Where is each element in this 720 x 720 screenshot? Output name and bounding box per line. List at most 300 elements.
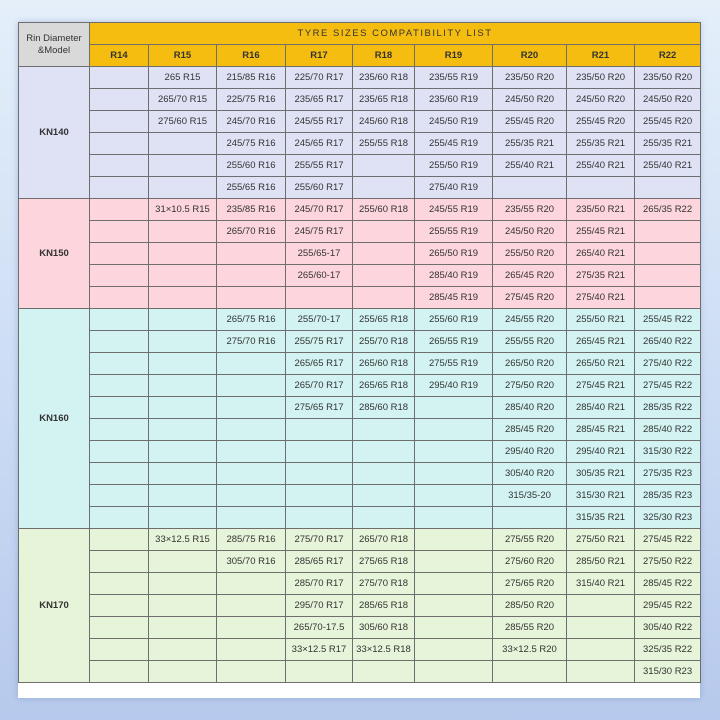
table-cell [415, 617, 493, 639]
table-cell [635, 265, 701, 287]
table-cell [149, 595, 217, 617]
table-cell [149, 463, 217, 485]
table-cell [217, 243, 286, 265]
table-cell [217, 375, 286, 397]
table-cell: 255/35 R21 [493, 133, 567, 155]
table-cell: 255/40 R21 [635, 155, 701, 177]
table-cell: 255/55 R20 [493, 331, 567, 353]
table-cell [149, 639, 217, 661]
table-cell: 255/45 R20 [567, 111, 635, 133]
table-cell: 315/30 R21 [567, 485, 635, 507]
table-row [19, 243, 701, 265]
table-cell [415, 397, 493, 419]
table-cell: 275/45 R20 [493, 287, 567, 309]
table-cell [90, 397, 149, 419]
table-cell: 245/55 R19 [415, 199, 493, 221]
table-row [19, 309, 701, 331]
table-cell [567, 617, 635, 639]
table-cell: 285/75 R16 [217, 529, 286, 551]
table-cell [90, 265, 149, 287]
table-cell [90, 111, 149, 133]
table-row [19, 111, 701, 133]
table-cell: 275/60 R15 [149, 111, 217, 133]
table-cell: 255/40 R21 [567, 155, 635, 177]
table-cell: 255/65-17 [286, 243, 353, 265]
table-cell [635, 243, 701, 265]
table-cell: 285/45 R20 [493, 419, 567, 441]
title-row [19, 23, 701, 45]
table-row [19, 551, 701, 573]
table-cell [635, 177, 701, 199]
table-cell [90, 441, 149, 463]
table-cell: 255/45 R21 [567, 221, 635, 243]
table-cell: 265/70-17.5 [286, 617, 353, 639]
table-cell: 235/50 R20 [567, 67, 635, 89]
table-row [19, 177, 701, 199]
table-cell: 235/50 R20 [493, 67, 567, 89]
table-cell: 245/75 R17 [286, 221, 353, 243]
table-cell [149, 265, 217, 287]
rim-header-row [19, 45, 701, 67]
table-cell [353, 221, 415, 243]
table-cell [149, 441, 217, 463]
table-cell: 265/45 R21 [567, 331, 635, 353]
table-cell [90, 419, 149, 441]
table-cell: 245/55 R20 [493, 309, 567, 331]
table-cell [149, 353, 217, 375]
table-cell [217, 463, 286, 485]
table-cell [90, 89, 149, 111]
table-cell [635, 221, 701, 243]
table-cell: 33×12.5 R20 [493, 639, 567, 661]
table-cell: 265/50 R21 [567, 353, 635, 375]
table-cell: 275/35 R23 [635, 463, 701, 485]
table-cell: 275/50 R21 [567, 529, 635, 551]
table-cell [493, 661, 567, 683]
table-cell [353, 287, 415, 309]
table-cell [415, 441, 493, 463]
table-cell: 275/55 R20 [493, 529, 567, 551]
table-cell: 305/40 R20 [493, 463, 567, 485]
table-cell [286, 661, 353, 683]
table-cell [149, 507, 217, 529]
table-cell: 245/60 R18 [353, 111, 415, 133]
table-row [19, 639, 701, 661]
table-cell: 215/85 R16 [217, 67, 286, 89]
table-cell [90, 353, 149, 375]
table-cell: 245/55 R17 [286, 111, 353, 133]
table-cell [90, 463, 149, 485]
table-cell [217, 265, 286, 287]
corner-label-line1: Rin Diameter [26, 32, 82, 44]
table-cell: 245/75 R16 [217, 133, 286, 155]
table-cell: 235/60 R19 [415, 89, 493, 111]
table-cell [217, 287, 286, 309]
table-cell [286, 485, 353, 507]
table-cell: 255/60 R19 [415, 309, 493, 331]
table-row [19, 353, 701, 375]
table-cell [149, 155, 217, 177]
table-cell: 245/50 R20 [635, 89, 701, 111]
table-cell: 275/65 R20 [493, 573, 567, 595]
table-cell: 225/75 R16 [217, 89, 286, 111]
table-cell [353, 485, 415, 507]
table-cell: 245/50 R20 [493, 221, 567, 243]
table-cell [90, 595, 149, 617]
table-cell: 255/45 R20 [635, 111, 701, 133]
table-cell: 33×12.5 R18 [353, 639, 415, 661]
table-cell: 265/50 R19 [415, 243, 493, 265]
table-cell [415, 485, 493, 507]
table-cell: 285/35 R23 [635, 485, 701, 507]
table-cell [353, 265, 415, 287]
table-cell: 235/65 R18 [353, 89, 415, 111]
table-cell: 31×10.5 R15 [149, 199, 217, 221]
table-row [19, 463, 701, 485]
table-row [19, 375, 701, 397]
tyre-size-table [18, 22, 701, 683]
table-cell: 285/40 R19 [415, 265, 493, 287]
table-cell: 235/65 R17 [286, 89, 353, 111]
table-cell: 245/70 R17 [286, 199, 353, 221]
table-cell: 275/60 R20 [493, 551, 567, 573]
table-cell: 305/35 R21 [567, 463, 635, 485]
table-cell [353, 419, 415, 441]
table-cell: 285/40 R21 [567, 397, 635, 419]
table-cell [217, 353, 286, 375]
table-cell: 255/60 R17 [286, 177, 353, 199]
table-cell [149, 177, 217, 199]
table-cell: 265/60 R18 [353, 353, 415, 375]
table-cell: 275/50 R22 [635, 551, 701, 573]
table-cell: 265/40 R22 [635, 331, 701, 353]
table-cell: 265/70 R16 [217, 221, 286, 243]
table-cell: 265/50 R20 [493, 353, 567, 375]
table-cell: 235/50 R20 [635, 67, 701, 89]
table-cell [353, 243, 415, 265]
table-cell [353, 507, 415, 529]
table-cell [493, 507, 567, 529]
table-cell: 285/45 R22 [635, 573, 701, 595]
table-cell [567, 177, 635, 199]
table-cell: 265/35 R22 [635, 199, 701, 221]
table-cell: 275/65 R18 [353, 551, 415, 573]
table-title: TYRE SIZES COMPATIBILITY LIST [90, 23, 701, 45]
table-cell: 295/70 R17 [286, 595, 353, 617]
table-cell [90, 661, 149, 683]
table-cell: 295/40 R20 [493, 441, 567, 463]
table-row [19, 485, 701, 507]
table-cell: 235/50 R21 [567, 199, 635, 221]
table-cell: 255/65 R18 [353, 309, 415, 331]
table-cell: 285/70 R17 [286, 573, 353, 595]
table-cell [149, 331, 217, 353]
table-cell [415, 595, 493, 617]
table-row [19, 507, 701, 529]
table-row [19, 573, 701, 595]
table-row [19, 617, 701, 639]
table-cell [567, 661, 635, 683]
table-cell [149, 573, 217, 595]
table-cell [90, 507, 149, 529]
table-cell: 295/40 R19 [415, 375, 493, 397]
table-cell: 285/60 R18 [353, 397, 415, 419]
table-cell: 285/35 R22 [635, 397, 701, 419]
table-cell: 285/45 R19 [415, 287, 493, 309]
table-cell: 325/35 R22 [635, 639, 701, 661]
table-cell [149, 617, 217, 639]
table-cell: 275/70 R17 [286, 529, 353, 551]
table-cell [90, 331, 149, 353]
table-cell [90, 287, 149, 309]
table-cell: 265/60-17 [286, 265, 353, 287]
table-cell [149, 485, 217, 507]
table-cell: 285/55 R20 [493, 617, 567, 639]
rim-header-r15: R15 [149, 45, 217, 67]
table-cell: 235/55 R20 [493, 199, 567, 221]
table-cell [286, 463, 353, 485]
table-row [19, 595, 701, 617]
table-cell [149, 287, 217, 309]
table-cell: 255/40 R21 [493, 155, 567, 177]
table-cell: 255/50 R19 [415, 155, 493, 177]
table-cell [353, 155, 415, 177]
rim-header-r20: R20 [493, 45, 567, 67]
table-cell: 235/55 R19 [415, 67, 493, 89]
table-cell [90, 221, 149, 243]
table-cell [353, 661, 415, 683]
table-cell [415, 463, 493, 485]
table-cell: 275/50 R20 [493, 375, 567, 397]
table-cell: 265 R15 [149, 67, 217, 89]
table-cell: 305/70 R16 [217, 551, 286, 573]
table-cell [90, 529, 149, 551]
table-cell [149, 309, 217, 331]
table-cell: 285/45 R21 [567, 419, 635, 441]
table-cell: 285/40 R20 [493, 397, 567, 419]
table-cell: 255/65 R16 [217, 177, 286, 199]
table-cell: 285/50 R20 [493, 595, 567, 617]
table-cell: 245/50 R19 [415, 111, 493, 133]
table-cell [415, 551, 493, 573]
table-cell: 265/55 R19 [415, 331, 493, 353]
table-cell: 245/70 R16 [217, 111, 286, 133]
table-cell [415, 573, 493, 595]
table-cell [149, 375, 217, 397]
rim-header-r19: R19 [415, 45, 493, 67]
table-cell: 245/65 R17 [286, 133, 353, 155]
table-cell: 265/65 R17 [286, 353, 353, 375]
table-cell: 285/40 R22 [635, 419, 701, 441]
table-cell: 285/50 R21 [567, 551, 635, 573]
table-cell [90, 551, 149, 573]
table-row [19, 331, 701, 353]
table-cell: 275/65 R17 [286, 397, 353, 419]
table-cell: 255/55 R19 [415, 221, 493, 243]
table-cell: 265/65 R18 [353, 375, 415, 397]
table-cell [217, 639, 286, 661]
table-cell [90, 309, 149, 331]
table-cell [90, 243, 149, 265]
table-cell: 255/35 R21 [567, 133, 635, 155]
table-cell [217, 485, 286, 507]
table-cell [493, 177, 567, 199]
table-row [19, 155, 701, 177]
model-label-kn140: KN140 [19, 67, 90, 199]
table-cell: 275/45 R21 [567, 375, 635, 397]
table-cell: 315/35-20 [493, 485, 567, 507]
table-cell: 255/70 R18 [353, 331, 415, 353]
table-cell: 255/35 R21 [635, 133, 701, 155]
table-cell [90, 617, 149, 639]
table-cell [90, 67, 149, 89]
table-cell [90, 177, 149, 199]
table-cell: 325/30 R23 [635, 507, 701, 529]
table-cell: 275/40 R19 [415, 177, 493, 199]
table-cell [90, 485, 149, 507]
table-cell [149, 243, 217, 265]
table-cell: 265/70 R18 [353, 529, 415, 551]
rim-header-r14: R14 [90, 45, 149, 67]
compatibility-table-frame [18, 22, 700, 698]
table-cell: 255/75 R17 [286, 331, 353, 353]
table-cell [217, 397, 286, 419]
rim-header-r22: R22 [635, 45, 701, 67]
table-cell [217, 507, 286, 529]
table-cell [415, 529, 493, 551]
table-cell [149, 419, 217, 441]
table-cell [90, 199, 149, 221]
table-cell: 255/55 R17 [286, 155, 353, 177]
table-cell: 265/70 R17 [286, 375, 353, 397]
table-row [19, 265, 701, 287]
table-cell [635, 287, 701, 309]
table-cell: 255/70-17 [286, 309, 353, 331]
table-body [19, 23, 701, 683]
table-cell: 315/35 R21 [567, 507, 635, 529]
table-cell: 235/85 R16 [217, 199, 286, 221]
table-cell: 285/65 R18 [353, 595, 415, 617]
table-cell: 275/40 R22 [635, 353, 701, 375]
table-row [19, 221, 701, 243]
table-cell [217, 441, 286, 463]
table-cell [286, 287, 353, 309]
table-cell: 245/50 R20 [493, 89, 567, 111]
table-row [19, 529, 701, 551]
table-row [19, 67, 701, 89]
table-row [19, 661, 701, 683]
table-cell [567, 595, 635, 617]
table-row [19, 199, 701, 221]
table-cell: 305/60 R18 [353, 617, 415, 639]
corner-label-line2: &Model [37, 44, 71, 56]
rim-header-r17: R17 [286, 45, 353, 67]
table-cell [149, 661, 217, 683]
model-label-kn150: KN150 [19, 199, 90, 309]
table-cell [415, 661, 493, 683]
table-cell: 275/45 R22 [635, 375, 701, 397]
table-row [19, 441, 701, 463]
table-cell: 315/30 R23 [635, 661, 701, 683]
table-cell [90, 133, 149, 155]
table-cell: 315/30 R22 [635, 441, 701, 463]
table-cell [353, 463, 415, 485]
table-cell: 275/40 R21 [567, 287, 635, 309]
table-cell [149, 221, 217, 243]
table-cell: 255/60 R16 [217, 155, 286, 177]
table-cell [353, 177, 415, 199]
table-cell [286, 419, 353, 441]
table-cell [567, 639, 635, 661]
table-cell: 255/50 R21 [567, 309, 635, 331]
table-cell [415, 507, 493, 529]
table-cell: 295/40 R21 [567, 441, 635, 463]
table-cell [415, 419, 493, 441]
table-cell: 295/45 R22 [635, 595, 701, 617]
table-cell [217, 419, 286, 441]
table-cell [217, 661, 286, 683]
rim-header-r21: R21 [567, 45, 635, 67]
table-cell: 255/50 R20 [493, 243, 567, 265]
table-cell: 265/45 R20 [493, 265, 567, 287]
table-cell: 305/40 R22 [635, 617, 701, 639]
table-cell: 235/60 R18 [353, 67, 415, 89]
rim-header-r18: R18 [353, 45, 415, 67]
table-cell [90, 573, 149, 595]
table-cell: 245/50 R20 [567, 89, 635, 111]
table-cell: 275/70 R16 [217, 331, 286, 353]
table-cell: 275/70 R18 [353, 573, 415, 595]
table-cell: 225/70 R17 [286, 67, 353, 89]
table-cell: 255/55 R18 [353, 133, 415, 155]
table-cell [90, 375, 149, 397]
table-cell [286, 507, 353, 529]
table-cell: 275/35 R21 [567, 265, 635, 287]
table-cell [415, 639, 493, 661]
table-cell: 255/45 R22 [635, 309, 701, 331]
table-cell [149, 551, 217, 573]
table-cell: 275/45 R22 [635, 529, 701, 551]
corner-header [19, 23, 90, 67]
table-cell [217, 617, 286, 639]
table-cell: 255/60 R18 [353, 199, 415, 221]
table-cell [90, 639, 149, 661]
model-label-kn170: KN170 [19, 529, 90, 683]
table-cell [286, 441, 353, 463]
model-label-kn160: KN160 [19, 309, 90, 529]
rim-header-r16: R16 [217, 45, 286, 67]
table-cell: 255/45 R19 [415, 133, 493, 155]
table-cell [353, 441, 415, 463]
table-cell: 285/65 R17 [286, 551, 353, 573]
table-cell: 275/55 R19 [415, 353, 493, 375]
table-cell: 33×12.5 R17 [286, 639, 353, 661]
table-cell [217, 595, 286, 617]
table-cell: 315/40 R21 [567, 573, 635, 595]
table-cell [90, 155, 149, 177]
table-cell: 265/40 R21 [567, 243, 635, 265]
table-cell: 255/45 R20 [493, 111, 567, 133]
table-row [19, 133, 701, 155]
table-row [19, 89, 701, 111]
table-row [19, 419, 701, 441]
table-cell [149, 397, 217, 419]
table-cell: 265/75 R16 [217, 309, 286, 331]
table-row [19, 287, 701, 309]
table-cell: 33×12.5 R15 [149, 529, 217, 551]
table-cell [149, 133, 217, 155]
table-row [19, 397, 701, 419]
